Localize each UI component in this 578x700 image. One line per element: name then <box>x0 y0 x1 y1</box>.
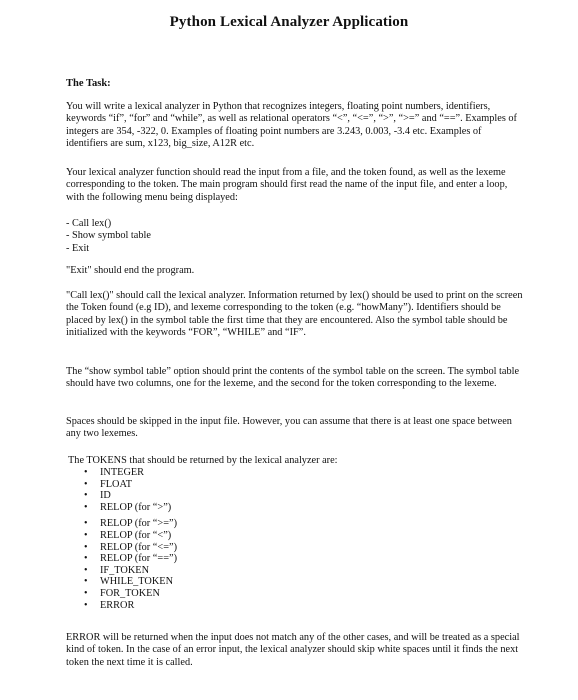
menu-item-call-lex: - Call lex() <box>66 218 112 229</box>
token-item: • RELOP (for “<=”) <box>82 542 177 554</box>
paragraph-text: Your lexical analyzer function should read the input from a file, and the token found, as well as the lexeme corresponding to the token. The main program should first read the name of the input file, and enter a loop, with the following menu being displayed: <box>66 167 508 203</box>
token-item: • FLOAT <box>82 479 177 491</box>
paragraph-symbol-table <box>66 366 524 391</box>
paragraph-text: ERROR will be returned when the input does not match any of the other cases, and will be treated as a special kind of token. In the case of an error input, the lexical analyzer should skip white spaces until it finds the next token the next time it is called. <box>66 632 520 668</box>
paragraph-call-lex <box>66 290 524 340</box>
menu-item-show-symbol-table: - Show symbol table <box>66 230 151 242</box>
token-item: • RELOP (for “==”) <box>82 553 177 565</box>
token-item: • INTEGER <box>82 467 177 479</box>
document-title: Python Lexical Analyzer Application <box>169 14 409 30</box>
token-item: • ID <box>82 490 177 502</box>
task-heading: The Task: <box>66 78 111 89</box>
paragraph-text: "Exit" should end the program. <box>66 265 195 276</box>
paragraph-text: The “show symbol table” option should print the contents of the symbol table on the screen. The symbol table should have two columns, one for the lexeme, and the second for the token corresponding to the lexeme. <box>66 366 520 390</box>
token-item: • ERROR <box>82 600 177 612</box>
token-item: • RELOP (for “>=”) <box>82 518 177 530</box>
token-item: • RELOP (for “>”) <box>82 502 177 514</box>
paragraph-intro <box>66 101 524 151</box>
tokens-intro: The TOKENS that should be returned by the lexical analyzer are: <box>68 455 338 466</box>
menu-list <box>66 218 524 255</box>
paragraph-text: Spaces should be skipped in the input file. However, you can assume that there is at least one space between any two lexemes. <box>66 416 512 440</box>
paragraph-spaces <box>66 416 524 441</box>
token-item: • WHILE_TOKEN <box>82 576 177 588</box>
paragraph-error <box>66 632 524 669</box>
tokens-list <box>82 467 177 611</box>
paragraph-exit <box>66 265 524 277</box>
paragraph-input <box>66 167 524 204</box>
paragraph-text: You will write a lexical analyzer in Python that recognizes integers, floating point numbers, identifiers, keywords “if”, “for” and “while”, as well as relational operators “<”, “<=”, “>”, “>=” and “==”. Examples of integers are 354, -322, 0. Examples of floating point numbers are 3.243, 0.003, -3.4 etc. Examples of identifiers are sum, x123, big_size, A12R etc. <box>66 101 517 150</box>
paragraph-text: "Call lex()" should call the lexical analyzer. Information returned by lex() should be used to print on the screen the Token found (e.g ID), and lexeme corresponding to the token (e.g. “howMany”). Identifiers should be placed by lex() in the symbol table the first time that they are encountered. Also the symbol table should be initialized with the keywords “FOR”, “WHILE” and “IF”. <box>66 290 523 339</box>
token-item: • RELOP (for “<”) <box>82 530 177 542</box>
token-item: • FOR_TOKEN <box>82 588 177 600</box>
menu-item-exit: - Exit <box>66 242 90 254</box>
token-item: • IF_TOKEN <box>82 565 177 577</box>
